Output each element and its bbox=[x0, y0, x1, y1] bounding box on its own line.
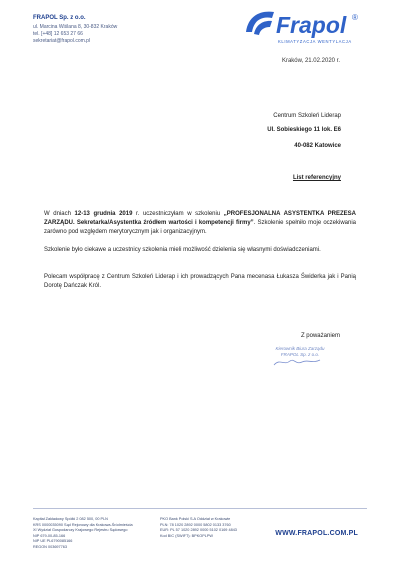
footer-line: NIP UE PL6790085166 bbox=[33, 539, 73, 543]
closing-salutation: Z poważaniem bbox=[300, 333, 340, 339]
letter-date: Kraków, 21.02.2020 r. bbox=[281, 58, 340, 64]
footer-line: Kod BIC (SWIFT): BPKOPLPW bbox=[160, 533, 213, 538]
footer-bank-info bbox=[160, 517, 237, 539]
footer-line: REGON 003697763 bbox=[33, 544, 67, 549]
footer-line: EUR: PL 57 1020 2892 0000 5102 0169 4843 bbox=[160, 528, 237, 532]
frapol-logo bbox=[242, 6, 370, 48]
paragraph-3: Polecam współpracę z Centrum Szkoleń Liderap i ich prowadzących Pana mecenasa Łukasza Świderka jak i Panią Dorotę Dańczak Król. bbox=[44, 274, 356, 289]
company-website-link[interactable]: WWW.FRAPOL.COM.PL bbox=[275, 530, 358, 537]
letter-title: List referencyjny bbox=[292, 175, 341, 181]
footer-line: PKO Bank Polski S.A Oddział w Krakowie bbox=[160, 517, 231, 521]
handwritten-signature bbox=[270, 356, 330, 368]
paragraph-2: Szkolenie było ciekawe a uczestnicy szkolenia mieli możliwość dzielenia się własnymi doświadczeniami. bbox=[44, 247, 321, 253]
recipient-city: 40-082 Katowice bbox=[294, 143, 341, 149]
stamp-line-2: FRAPOL Sp. z o.o. bbox=[280, 352, 320, 357]
logo-tagline: KLIMATYZACJA WENTYLACJA bbox=[278, 39, 352, 44]
company-phone: tel. [+48] 12 653 27 66 bbox=[33, 31, 83, 37]
company-address: ul. Marcina Wiślana 8, 30-832 Kraków bbox=[33, 24, 118, 30]
paragraph-1 bbox=[44, 210, 356, 237]
paragraph-1-text-c: . Szkolenie spełniło moje oczekiwania zarówno pod względem merytorycznym jak i organizacyjnym. bbox=[44, 220, 357, 235]
company-email: sekretariat@frapol.com.pl bbox=[33, 38, 91, 44]
footer-divider bbox=[33, 508, 367, 509]
paragraph-1-text-b: r. uczestniczyłam w szkoleniu bbox=[132, 211, 224, 217]
logo-mark-icon bbox=[246, 12, 274, 35]
footer-line: KRS 0000035090 Sąd Rejonowy dla Krakowa-Śródmieścia bbox=[33, 522, 133, 527]
footer-line: NIP 679-00-85-166 bbox=[33, 533, 66, 538]
footer-line: XI Wydział Gospodarczy Krajowego Rejestru Sądowego bbox=[33, 528, 128, 532]
recipient-name: Centrum Szkoleń Liderap bbox=[273, 113, 341, 119]
footer-line: Kapitał Zakładowy Spółki 2 082 500, 00 PLN bbox=[33, 517, 108, 521]
logo-wordmark: Frapol bbox=[276, 12, 347, 38]
registered-mark: ® bbox=[352, 13, 358, 22]
footer-company-info bbox=[33, 517, 133, 550]
stamp-line-1: Kierownik Biura Zarządu bbox=[275, 346, 325, 351]
company-name: FRAPOL Sp. z o.o. bbox=[33, 15, 86, 21]
paragraph-1-text-a: W dniach bbox=[44, 211, 75, 217]
footer-line: PLN: 78 1020 2892 0000 5802 0133 3760 bbox=[160, 522, 231, 527]
recipient-street: Ul. Sobieskiego 11 lok. E6 bbox=[267, 127, 341, 133]
course-name: „PROFESJONALNA ASYSTENTKA PREZESA ZARZĄDU. Sekretarka/Asystentka źródłem wartości i kompetencji firmy” bbox=[44, 211, 356, 226]
training-dates: 12-13 grudnia 2019 bbox=[74, 211, 133, 217]
